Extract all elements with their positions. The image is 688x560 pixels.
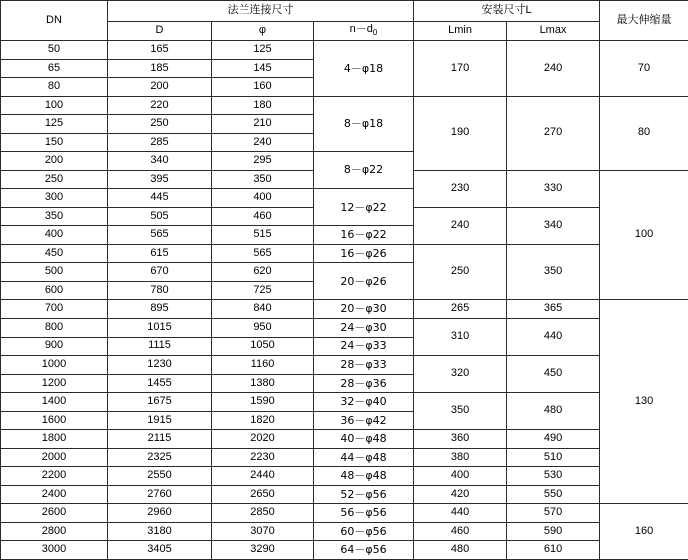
cell-lmax: 480 bbox=[507, 393, 600, 430]
cell-phi: 3290 bbox=[212, 541, 314, 560]
cell-max-extension: 130 bbox=[600, 300, 688, 504]
cell-phi: 620 bbox=[212, 263, 314, 282]
header-row-top bbox=[1, 1, 688, 22]
cell-phi: 125 bbox=[212, 41, 314, 60]
table-row bbox=[1, 448, 688, 467]
cell-d: 200 bbox=[108, 78, 212, 97]
cell-d: 250 bbox=[108, 115, 212, 134]
cell-d: 445 bbox=[108, 189, 212, 208]
cell-bolt-spec: 52－φ56 bbox=[314, 485, 414, 504]
table-row bbox=[1, 244, 688, 263]
cell-bolt-spec: 20－φ30 bbox=[314, 300, 414, 319]
cell-d: 1015 bbox=[108, 318, 212, 337]
cell-d: 1115 bbox=[108, 337, 212, 356]
cell-bolt-spec: 28－φ33 bbox=[314, 356, 414, 375]
cell-d: 165 bbox=[108, 41, 212, 60]
cell-d: 2960 bbox=[108, 504, 212, 523]
cell-d: 340 bbox=[108, 152, 212, 171]
cell-phi: 295 bbox=[212, 152, 314, 171]
cell-dn: 2600 bbox=[1, 504, 108, 523]
cell-dn: 500 bbox=[1, 263, 108, 282]
cell-phi: 515 bbox=[212, 226, 314, 245]
cell-bolt-spec: 8－φ22 bbox=[314, 152, 414, 189]
cell-dn: 1200 bbox=[1, 374, 108, 393]
cell-phi: 350 bbox=[212, 170, 314, 189]
cell-lmin: 230 bbox=[414, 170, 507, 207]
cell-lmax: 550 bbox=[507, 485, 600, 504]
cell-phi: 2020 bbox=[212, 430, 314, 449]
cell-lmin: 190 bbox=[414, 96, 507, 170]
cell-lmax: 330 bbox=[507, 170, 600, 207]
cell-d: 2550 bbox=[108, 467, 212, 486]
cell-bolt-spec: 28－φ36 bbox=[314, 374, 414, 393]
cell-bolt-spec: 36－φ42 bbox=[314, 411, 414, 430]
table-row bbox=[1, 522, 688, 541]
cell-d: 220 bbox=[108, 96, 212, 115]
cell-phi: 565 bbox=[212, 244, 314, 263]
cell-d: 2325 bbox=[108, 448, 212, 467]
cell-bolt-spec: 4－φ18 bbox=[314, 41, 414, 97]
cell-phi: 3070 bbox=[212, 522, 314, 541]
cell-dn: 300 bbox=[1, 189, 108, 208]
cell-d: 1675 bbox=[108, 393, 212, 412]
cell-d: 395 bbox=[108, 170, 212, 189]
cell-dn: 450 bbox=[1, 244, 108, 263]
cell-phi: 2440 bbox=[212, 467, 314, 486]
cell-lmin: 440 bbox=[414, 504, 507, 523]
cell-max-extension: 160 bbox=[600, 504, 688, 560]
cell-dn: 3000 bbox=[1, 541, 108, 560]
cell-phi: 2230 bbox=[212, 448, 314, 467]
cell-dn: 1400 bbox=[1, 393, 108, 412]
cell-dn: 65 bbox=[1, 59, 108, 78]
cell-dn: 200 bbox=[1, 152, 108, 171]
cell-bolt-spec: 16－φ22 bbox=[314, 226, 414, 245]
cell-dn: 250 bbox=[1, 170, 108, 189]
cell-lmin: 310 bbox=[414, 318, 507, 355]
table-row bbox=[1, 504, 688, 523]
cell-phi: 240 bbox=[212, 133, 314, 152]
cell-dn: 125 bbox=[1, 115, 108, 134]
cell-lmax: 350 bbox=[507, 244, 600, 300]
cell-lmin: 250 bbox=[414, 244, 507, 300]
cell-d: 505 bbox=[108, 207, 212, 226]
cell-bolt-spec: 44－φ48 bbox=[314, 448, 414, 467]
cell-d: 615 bbox=[108, 244, 212, 263]
cell-phi: 1160 bbox=[212, 356, 314, 375]
cell-lmax: 510 bbox=[507, 448, 600, 467]
header-n-d0: $n-d_0$ bbox=[314, 22, 414, 41]
cell-d: 3180 bbox=[108, 522, 212, 541]
cell-d: 2760 bbox=[108, 485, 212, 504]
cell-lmin: 360 bbox=[414, 430, 507, 449]
cell-dn: 700 bbox=[1, 300, 108, 319]
cell-lmax: 570 bbox=[507, 504, 600, 523]
cell-lmax: 240 bbox=[507, 41, 600, 97]
table-row bbox=[1, 96, 688, 115]
cell-dn: 2200 bbox=[1, 467, 108, 486]
cell-d: 670 bbox=[108, 263, 212, 282]
cell-max-extension: 100 bbox=[600, 170, 688, 300]
cell-bolt-spec: 60－φ56 bbox=[314, 522, 414, 541]
cell-dn: 900 bbox=[1, 337, 108, 356]
cell-lmin: 240 bbox=[414, 207, 507, 244]
cell-phi: 1380 bbox=[212, 374, 314, 393]
table-row bbox=[1, 467, 688, 486]
header-install-group: 安装尺寸L bbox=[414, 1, 600, 22]
cell-bolt-spec: 40－φ48 bbox=[314, 430, 414, 449]
cell-bolt-spec: 12－φ22 bbox=[314, 189, 414, 226]
cell-dn: 1600 bbox=[1, 411, 108, 430]
header-dn: DN bbox=[1, 1, 108, 41]
cell-phi: 2850 bbox=[212, 504, 314, 523]
cell-lmin: 170 bbox=[414, 41, 507, 97]
cell-lmin: 320 bbox=[414, 356, 507, 393]
header-d: D bbox=[108, 22, 212, 41]
cell-lmax: 610 bbox=[507, 541, 600, 560]
header-lmin: Lmin bbox=[414, 22, 507, 41]
cell-phi: 2650 bbox=[212, 485, 314, 504]
cell-bolt-spec: 32－φ40 bbox=[314, 393, 414, 412]
table-row bbox=[1, 300, 688, 319]
cell-bolt-spec: 8－φ18 bbox=[314, 96, 414, 152]
cell-lmin: 380 bbox=[414, 448, 507, 467]
cell-dn: 80 bbox=[1, 78, 108, 97]
cell-dn: 150 bbox=[1, 133, 108, 152]
cell-phi: 950 bbox=[212, 318, 314, 337]
cell-lmax: 440 bbox=[507, 318, 600, 355]
table-row bbox=[1, 41, 688, 60]
cell-phi: 210 bbox=[212, 115, 314, 134]
cell-dn: 600 bbox=[1, 281, 108, 300]
cell-bolt-spec: 48－φ48 bbox=[314, 467, 414, 486]
cell-lmax: 270 bbox=[507, 96, 600, 170]
table-row bbox=[1, 430, 688, 449]
cell-phi: 840 bbox=[212, 300, 314, 319]
cell-lmax: 490 bbox=[507, 430, 600, 449]
cell-lmax: 590 bbox=[507, 522, 600, 541]
table-body bbox=[1, 1, 688, 560]
table-row bbox=[1, 393, 688, 412]
cell-lmax: 530 bbox=[507, 467, 600, 486]
header-phi: φ bbox=[212, 22, 314, 41]
cell-lmax: 365 bbox=[507, 300, 600, 319]
cell-d: 780 bbox=[108, 281, 212, 300]
header-flange-group: 法兰连接尺寸 bbox=[108, 1, 414, 22]
cell-d: 185 bbox=[108, 59, 212, 78]
cell-dn: 400 bbox=[1, 226, 108, 245]
cell-max-extension: 70 bbox=[600, 41, 688, 97]
cell-phi: 1050 bbox=[212, 337, 314, 356]
header-max-extension: 最大伸缩量 bbox=[600, 1, 688, 41]
table-row bbox=[1, 356, 688, 375]
cell-dn: 2400 bbox=[1, 485, 108, 504]
header-lmax: Lmax bbox=[507, 22, 600, 41]
cell-lmin: 480 bbox=[414, 541, 507, 560]
cell-bolt-spec: 24－φ33 bbox=[314, 337, 414, 356]
cell-phi: 180 bbox=[212, 96, 314, 115]
cell-dn: 1800 bbox=[1, 430, 108, 449]
cell-lmin: 265 bbox=[414, 300, 507, 319]
cell-d: 565 bbox=[108, 226, 212, 245]
cell-bolt-spec: 20－φ26 bbox=[314, 263, 414, 300]
cell-lmin: 400 bbox=[414, 467, 507, 486]
cell-dn: 50 bbox=[1, 41, 108, 60]
cell-phi: 460 bbox=[212, 207, 314, 226]
cell-phi: 145 bbox=[212, 59, 314, 78]
cell-dn: 2000 bbox=[1, 448, 108, 467]
cell-d: 285 bbox=[108, 133, 212, 152]
cell-d: 1230 bbox=[108, 356, 212, 375]
cell-dn: 800 bbox=[1, 318, 108, 337]
cell-lmax: 450 bbox=[507, 356, 600, 393]
table-row bbox=[1, 318, 688, 337]
cell-dn: 350 bbox=[1, 207, 108, 226]
cell-phi: 1820 bbox=[212, 411, 314, 430]
cell-lmin: 350 bbox=[414, 393, 507, 430]
cell-d: 1915 bbox=[108, 411, 212, 430]
cell-bolt-spec: 56－φ56 bbox=[314, 504, 414, 523]
cell-dn: 1000 bbox=[1, 356, 108, 375]
cell-d: 1455 bbox=[108, 374, 212, 393]
cell-bolt-spec: 64－φ56 bbox=[314, 541, 414, 560]
cell-lmax: 340 bbox=[507, 207, 600, 244]
cell-max-extension: 80 bbox=[600, 96, 688, 170]
cell-bolt-spec: 24－φ30 bbox=[314, 318, 414, 337]
cell-d: 2115 bbox=[108, 430, 212, 449]
cell-phi: 160 bbox=[212, 78, 314, 97]
cell-phi: 1590 bbox=[212, 393, 314, 412]
cell-dn: 2800 bbox=[1, 522, 108, 541]
table-row bbox=[1, 541, 688, 560]
cell-phi: 725 bbox=[212, 281, 314, 300]
cell-dn: 100 bbox=[1, 96, 108, 115]
cell-phi: 400 bbox=[212, 189, 314, 208]
cell-d: 895 bbox=[108, 300, 212, 319]
cell-d: 3405 bbox=[108, 541, 212, 560]
cell-bolt-spec: 16－φ26 bbox=[314, 244, 414, 263]
cell-lmin: 460 bbox=[414, 522, 507, 541]
cell-lmin: 420 bbox=[414, 485, 507, 504]
table-row bbox=[1, 485, 688, 504]
